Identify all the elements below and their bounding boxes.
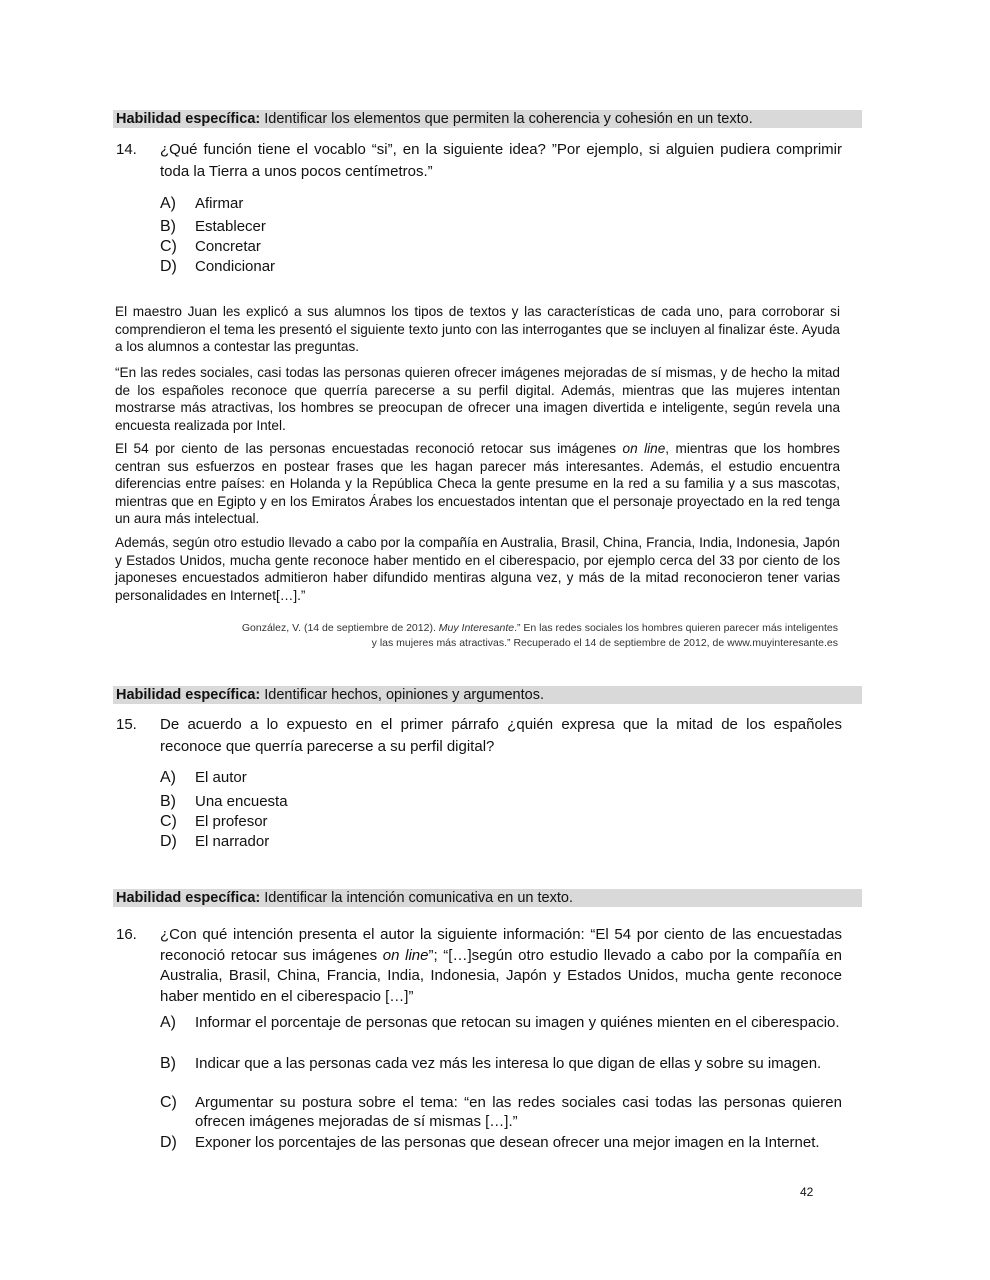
text: ¿Con qué intención presenta el autor la siguiente información: “El 54 por ciento de las encuestadas reconoció retocar sus imágenes: [160, 926, 842, 964]
option-b[interactable]: [160, 1054, 842, 1073]
option-c[interactable]: [160, 812, 842, 832]
option-letter: A): [160, 769, 176, 786]
question-number: 16.: [116, 926, 137, 943]
skill-text: Identificar la intención comunicativa en un texto.: [260, 890, 573, 906]
text: y las mujeres más atractivas.” Recuperado el 14 de septiembre de 2012, de www.muyinteresante.es: [371, 637, 838, 649]
italic-text: on line: [622, 441, 666, 456]
question-15-text: De acuerdo a lo expuesto en el primer párrafo ¿quién expresa que la mitad de los españoles reconoce que querría parecerse a su perfil digital?: [160, 716, 842, 755]
skill-label: Habilidad específica:: [116, 111, 261, 127]
skill-text: Identificar hechos, opiniones y argumentos.: [260, 687, 544, 703]
passage-paragraph-3: Además, según otro estudio llevado a cabo por la compañía en Australia, Brasil, China, Francia, India, Indonesia, Japón y Estados Unidos, mucha gente reconoce haber mentido en el ciberespacio, por ejemplo cerca del 33 por ciento de los japoneses encuestados admitieron haber difundido mentiras alguna vez, y más de la mitad reconocieron tener varias personalidades en Internet[…].”: [115, 535, 840, 603]
option-b[interactable]: [160, 217, 842, 237]
option-text: Informar el porcentaje de personas que retocan su imagen y quiénes mienten en el ciberespacio.: [195, 1014, 840, 1031]
option-text: El profesor: [195, 813, 268, 830]
option-letter: C): [160, 238, 177, 255]
skill-text: Identificar los elementos que permiten la coherencia y cohesión en un texto.: [260, 111, 753, 127]
skill-label: Habilidad específica:: [116, 890, 261, 906]
option-text: Afirmar: [195, 195, 244, 212]
passage-paragraph-1: “En las redes sociales, casi todas las personas quieren ofrecer imágenes mejoradas de sí mismas, y de hecho la mitad de los españoles reconoce que querría parecerse a su perfil digital. Además, mientras que las mujeres intentan mostrarse más atractivas, los hombres se preocupan de ofrecer una imagen divertida e inteligente, según revela una encuesta realizada por Intel.: [115, 365, 840, 433]
option-letter: B): [160, 218, 176, 235]
option-d[interactable]: [160, 1132, 842, 1154]
option-c[interactable]: [160, 1093, 842, 1131]
option-letter: A): [160, 195, 176, 212]
skill-bar-3: [113, 889, 862, 907]
option-text: Una encuesta: [195, 793, 288, 810]
option-letter: B): [160, 1055, 176, 1072]
passage-paragraph-2: [115, 440, 840, 528]
question-16-text: [160, 925, 842, 1007]
option-letter: D): [160, 1134, 177, 1151]
option-c[interactable]: [160, 237, 842, 257]
question-number: 14.: [116, 141, 137, 158]
option-b[interactable]: [160, 792, 842, 812]
text: ”; “[…]según otro estudio llevado a cabo por la compañía en Australia, Brasil, China, Francia, India, Indonesia, Japón y Estados Unidos, mucha gente reconoce haber mentido en el ciberespacio […]”: [160, 946, 842, 1005]
option-text: Condicionar: [195, 258, 276, 275]
option-text: Indicar que a las personas cada vez más les interesa lo que digan de ellas y sobre su imagen.: [195, 1055, 822, 1072]
option-text: El autor: [195, 769, 247, 786]
question-number: 15.: [116, 716, 137, 733]
option-letter: D): [160, 258, 177, 275]
option-a[interactable]: [160, 768, 842, 788]
text: , mientras que los hombres centran sus esfuerzos en postear frases que les hagan parecer más interesantes. Además, el estudio encuentra diferencias entre países: en Holanda y la República Checa la gente presume en la red a su familia y a sus mascotas, mientras que en Egipto y en los Emiratos Árabes los encuestados intentan que el personaje proyectado en la red tenga un aura más intelectual.: [115, 441, 840, 526]
skill-bar-1: [113, 110, 862, 128]
text: González, V. (14 de septiembre de 2012).: [241, 622, 439, 634]
option-text: Argumentar su postura sobre el tema: “en las redes sociales casi todas las personas quieren ofrecen imágenes mejoradas de sí mismas […].”: [195, 1094, 842, 1130]
skill-label: Habilidad específica:: [116, 687, 261, 703]
page-number: 42: [800, 1185, 814, 1199]
option-letter: C): [160, 1094, 177, 1111]
question-14-text: ¿Qué función tiene el vocablo “si”, en la siguiente idea? ”Por ejemplo, si alguien pudiera comprimir toda la Tierra a unos pocos centímetros.”: [160, 141, 842, 180]
passage-intro: El maestro Juan les explicó a sus alumnos los tipos de textos y las características de cada uno, para corroborar si comprendieron el tema les presentó el siguiente texto junto con las interrogantes que se incluyen al finalizar éste. Ayuda a los alumnos a contestar las preguntas.: [115, 304, 840, 354]
option-a[interactable]: [160, 194, 842, 214]
option-letter: B): [160, 793, 176, 810]
option-text: Exponer los porcentajes de las personas que desean ofrecer una mejor imagen en la Internet.: [195, 1134, 820, 1151]
text: .” En las redes sociales los hombres quieren parecer más inteligentes: [514, 622, 838, 634]
italic-text: Muy Interesante: [438, 622, 515, 634]
option-text: Establecer: [195, 218, 266, 235]
option-d[interactable]: [160, 257, 842, 277]
option-d[interactable]: [160, 832, 842, 852]
skill-bar-2: [113, 686, 862, 704]
option-letter: D): [160, 833, 177, 850]
option-letter: C): [160, 813, 177, 830]
option-a[interactable]: [160, 1012, 842, 1034]
italic-text: on line: [382, 946, 429, 964]
option-text: El narrador: [195, 833, 270, 850]
option-letter: A): [160, 1014, 176, 1031]
citation: [180, 621, 838, 651]
text: El 54 por ciento de las personas encuestadas reconoció retocar sus imágenes: [115, 441, 623, 456]
option-text: Concretar: [195, 238, 261, 255]
